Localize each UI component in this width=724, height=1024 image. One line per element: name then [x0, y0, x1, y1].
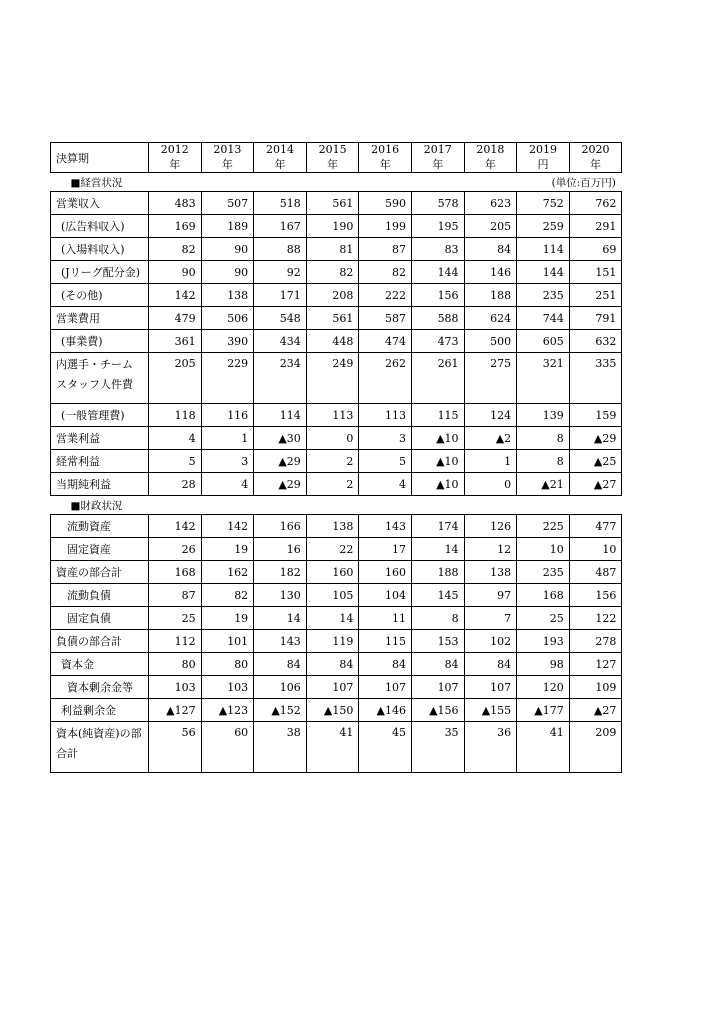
- value-cell: 84: [306, 653, 359, 676]
- row-label: 資本剰余金等: [51, 676, 149, 699]
- value-cell: 1: [464, 450, 517, 473]
- value-cell: 561: [306, 192, 359, 215]
- year-header: 2015 年: [306, 143, 359, 173]
- value-cell: 259: [517, 215, 570, 238]
- value-cell: 101: [201, 630, 254, 653]
- value-cell: 479: [149, 307, 202, 330]
- value-cell: ▲29: [254, 450, 307, 473]
- value-cell: 25: [149, 607, 202, 630]
- value-cell: 361: [149, 330, 202, 353]
- value-cell: 138: [201, 284, 254, 307]
- row-label: (広告料収入): [51, 215, 149, 238]
- value-cell: 199: [359, 215, 412, 238]
- value-cell: 41: [306, 722, 359, 773]
- value-cell: 205: [464, 215, 517, 238]
- year-header: 2018 年: [464, 143, 517, 173]
- section-row: [51, 496, 622, 515]
- value-cell: 208: [306, 284, 359, 307]
- row-label: 資産の部合計: [51, 561, 149, 584]
- table-row: [51, 676, 622, 699]
- value-cell: 166: [254, 515, 307, 538]
- value-cell: 139: [517, 404, 570, 427]
- value-cell: ▲10: [411, 450, 464, 473]
- value-cell: 2: [306, 450, 359, 473]
- value-cell: 188: [464, 284, 517, 307]
- value-cell: 4: [149, 427, 202, 450]
- table-row: [51, 473, 622, 496]
- value-cell: 106: [254, 676, 307, 699]
- value-cell: 138: [306, 515, 359, 538]
- value-cell: ▲29: [569, 427, 622, 450]
- table-row: [51, 561, 622, 584]
- value-cell: 209: [569, 722, 622, 773]
- table-row: [51, 630, 622, 653]
- value-cell: ▲25: [569, 450, 622, 473]
- row-label: (一般管理費): [51, 404, 149, 427]
- value-cell: 506: [201, 307, 254, 330]
- value-cell: 115: [359, 630, 412, 653]
- value-cell: 92: [254, 261, 307, 284]
- value-cell: 114: [254, 404, 307, 427]
- table-row: [51, 450, 622, 473]
- value-cell: ▲30: [254, 427, 307, 450]
- value-cell: 548: [254, 307, 307, 330]
- value-cell: ▲27: [569, 699, 622, 722]
- value-cell: ▲123: [201, 699, 254, 722]
- year-header: 2014 年: [254, 143, 307, 173]
- row-label: 経常利益: [51, 450, 149, 473]
- value-cell: 82: [306, 261, 359, 284]
- value-cell: 160: [306, 561, 359, 584]
- value-cell: 3: [201, 450, 254, 473]
- year-header: 2017 年: [411, 143, 464, 173]
- value-cell: 81: [306, 238, 359, 261]
- table-row: [51, 215, 622, 238]
- value-cell: 623: [464, 192, 517, 215]
- value-cell: 182: [254, 561, 307, 584]
- value-cell: 188: [411, 561, 464, 584]
- value-cell: 10: [517, 538, 570, 561]
- value-cell: 138: [464, 561, 517, 584]
- value-cell: 624: [464, 307, 517, 330]
- value-cell: 189: [201, 215, 254, 238]
- value-cell: 500: [464, 330, 517, 353]
- row-label: (その他): [51, 284, 149, 307]
- value-cell: 477: [569, 515, 622, 538]
- value-cell: 744: [517, 307, 570, 330]
- value-cell: 561: [306, 307, 359, 330]
- value-cell: 17: [359, 538, 412, 561]
- table-row: [51, 515, 622, 538]
- value-cell: 3: [359, 427, 412, 450]
- table-row: [51, 607, 622, 630]
- value-cell: 16: [254, 538, 307, 561]
- value-cell: 88: [254, 238, 307, 261]
- section-row: [51, 173, 622, 192]
- value-cell: ▲150: [306, 699, 359, 722]
- value-cell: ▲29: [254, 473, 307, 496]
- value-cell: 26: [149, 538, 202, 561]
- value-cell: 142: [149, 284, 202, 307]
- value-cell: 518: [254, 192, 307, 215]
- value-cell: 578: [411, 192, 464, 215]
- value-cell: 590: [359, 192, 412, 215]
- financial-statement: [50, 142, 622, 773]
- value-cell: ▲2: [464, 427, 517, 450]
- value-cell: 791: [569, 307, 622, 330]
- table-row: [51, 538, 622, 561]
- value-cell: 249: [306, 353, 359, 404]
- year-header: 2019 円: [517, 143, 570, 173]
- value-cell: 104: [359, 584, 412, 607]
- value-cell: 82: [201, 584, 254, 607]
- value-cell: 168: [517, 584, 570, 607]
- value-cell: ▲156: [411, 699, 464, 722]
- value-cell: 229: [201, 353, 254, 404]
- value-cell: 144: [411, 261, 464, 284]
- value-cell: 587: [359, 307, 412, 330]
- value-cell: 130: [254, 584, 307, 607]
- value-cell: 82: [359, 261, 412, 284]
- value-cell: 14: [306, 607, 359, 630]
- value-cell: 113: [306, 404, 359, 427]
- row-label: 固定資産: [51, 538, 149, 561]
- value-cell: ▲155: [464, 699, 517, 722]
- table-row: [51, 330, 622, 353]
- value-cell: 97: [464, 584, 517, 607]
- value-cell: 28: [149, 473, 202, 496]
- value-cell: 109: [569, 676, 622, 699]
- row-label: 内選手・チームスタッフ人件費: [51, 353, 149, 404]
- value-cell: 390: [201, 330, 254, 353]
- value-cell: ▲127: [149, 699, 202, 722]
- value-cell: 12: [464, 538, 517, 561]
- financial-table: [50, 142, 622, 773]
- value-cell: 261: [411, 353, 464, 404]
- year-header: 2013 年: [201, 143, 254, 173]
- value-cell: 114: [517, 238, 570, 261]
- value-cell: 80: [201, 653, 254, 676]
- value-cell: 84: [464, 653, 517, 676]
- value-cell: 146: [464, 261, 517, 284]
- value-cell: 143: [359, 515, 412, 538]
- value-cell: 103: [201, 676, 254, 699]
- row-label: 資本(純資産)の部合計: [51, 722, 149, 773]
- value-cell: 84: [464, 238, 517, 261]
- value-cell: 69: [569, 238, 622, 261]
- table-row: [51, 427, 622, 450]
- section-title: ■経営状況: [51, 173, 307, 192]
- value-cell: 225: [517, 515, 570, 538]
- value-cell: 14: [411, 538, 464, 561]
- value-cell: 4: [359, 473, 412, 496]
- value-cell: 25: [517, 607, 570, 630]
- row-label: 営業収入: [51, 192, 149, 215]
- row-label: 固定負債: [51, 607, 149, 630]
- value-cell: 159: [569, 404, 622, 427]
- value-cell: 8: [411, 607, 464, 630]
- value-cell: 22: [306, 538, 359, 561]
- period-header: 決算期: [51, 143, 149, 173]
- value-cell: 474: [359, 330, 412, 353]
- value-cell: 90: [149, 261, 202, 284]
- row-label: 営業費用: [51, 307, 149, 330]
- value-cell: 102: [464, 630, 517, 653]
- value-cell: 222: [359, 284, 412, 307]
- table-row: [51, 261, 622, 284]
- section-title: ■財政状況: [51, 496, 307, 515]
- value-cell: 5: [359, 450, 412, 473]
- value-cell: 36: [464, 722, 517, 773]
- value-cell: 171: [254, 284, 307, 307]
- row-label: 資本金: [51, 653, 149, 676]
- value-cell: 83: [411, 238, 464, 261]
- value-cell: 190: [306, 215, 359, 238]
- value-cell: 762: [569, 192, 622, 215]
- header-row: [51, 143, 622, 173]
- value-cell: 87: [149, 584, 202, 607]
- value-cell: 162: [201, 561, 254, 584]
- value-cell: 90: [201, 261, 254, 284]
- value-cell: 107: [359, 676, 412, 699]
- row-label: 利益剰余金: [51, 699, 149, 722]
- value-cell: 434: [254, 330, 307, 353]
- value-cell: 107: [306, 676, 359, 699]
- value-cell: 103: [149, 676, 202, 699]
- row-label: (入場料収入): [51, 238, 149, 261]
- value-cell: 105: [306, 584, 359, 607]
- value-cell: 483: [149, 192, 202, 215]
- value-cell: 205: [149, 353, 202, 404]
- value-cell: 2: [306, 473, 359, 496]
- value-cell: 0: [306, 427, 359, 450]
- value-cell: 107: [411, 676, 464, 699]
- value-cell: 143: [254, 630, 307, 653]
- value-cell: ▲177: [517, 699, 570, 722]
- value-cell: 115: [411, 404, 464, 427]
- value-cell: 168: [149, 561, 202, 584]
- value-cell: 193: [517, 630, 570, 653]
- value-cell: 56: [149, 722, 202, 773]
- value-cell: 113: [359, 404, 412, 427]
- value-cell: 5: [149, 450, 202, 473]
- value-cell: ▲27: [569, 473, 622, 496]
- row-label: 流動負債: [51, 584, 149, 607]
- value-cell: 60: [201, 722, 254, 773]
- value-cell: 235: [517, 284, 570, 307]
- value-cell: 84: [254, 653, 307, 676]
- row-label: 負債の部合計: [51, 630, 149, 653]
- value-cell: 335: [569, 353, 622, 404]
- value-cell: ▲21: [517, 473, 570, 496]
- value-cell: 10: [569, 538, 622, 561]
- value-cell: 234: [254, 353, 307, 404]
- value-cell: 160: [359, 561, 412, 584]
- value-cell: 142: [201, 515, 254, 538]
- table-row: [51, 722, 622, 773]
- value-cell: 251: [569, 284, 622, 307]
- table-row: [51, 699, 622, 722]
- value-cell: 35: [411, 722, 464, 773]
- value-cell: 507: [201, 192, 254, 215]
- value-cell: 120: [517, 676, 570, 699]
- value-cell: 116: [201, 404, 254, 427]
- value-cell: 151: [569, 261, 622, 284]
- row-label: (事業費): [51, 330, 149, 353]
- value-cell: 448: [306, 330, 359, 353]
- year-header: 2016 年: [359, 143, 412, 173]
- value-cell: 487: [569, 561, 622, 584]
- year-header: 2020 年: [569, 143, 622, 173]
- value-cell: 156: [569, 584, 622, 607]
- value-cell: 473: [411, 330, 464, 353]
- value-cell: 142: [149, 515, 202, 538]
- table-row: [51, 584, 622, 607]
- value-cell: 82: [149, 238, 202, 261]
- value-cell: 7: [464, 607, 517, 630]
- value-cell: 126: [464, 515, 517, 538]
- value-cell: 90: [201, 238, 254, 261]
- value-cell: 174: [411, 515, 464, 538]
- value-cell: 4: [201, 473, 254, 496]
- value-cell: 195: [411, 215, 464, 238]
- value-cell: 112: [149, 630, 202, 653]
- table-row: [51, 284, 622, 307]
- unit-label: [306, 496, 622, 515]
- value-cell: ▲146: [359, 699, 412, 722]
- row-label: (Jリーグ配分金): [51, 261, 149, 284]
- value-cell: 145: [411, 584, 464, 607]
- table-row: [51, 653, 622, 676]
- value-cell: 127: [569, 653, 622, 676]
- value-cell: 98: [517, 653, 570, 676]
- year-header: 2012 年: [149, 143, 202, 173]
- value-cell: 262: [359, 353, 412, 404]
- value-cell: 0: [464, 473, 517, 496]
- value-cell: 122: [569, 607, 622, 630]
- value-cell: 107: [464, 676, 517, 699]
- table-row: [51, 404, 622, 427]
- value-cell: 588: [411, 307, 464, 330]
- value-cell: 41: [517, 722, 570, 773]
- value-cell: ▲10: [411, 427, 464, 450]
- value-cell: 84: [411, 653, 464, 676]
- value-cell: 19: [201, 607, 254, 630]
- table-row: [51, 307, 622, 330]
- value-cell: 38: [254, 722, 307, 773]
- value-cell: 275: [464, 353, 517, 404]
- value-cell: 84: [359, 653, 412, 676]
- value-cell: 278: [569, 630, 622, 653]
- table-row: [51, 192, 622, 215]
- value-cell: 14: [254, 607, 307, 630]
- value-cell: 8: [517, 427, 570, 450]
- value-cell: 605: [517, 330, 570, 353]
- value-cell: 8: [517, 450, 570, 473]
- value-cell: 632: [569, 330, 622, 353]
- row-label: 当期純利益: [51, 473, 149, 496]
- value-cell: 291: [569, 215, 622, 238]
- value-cell: 752: [517, 192, 570, 215]
- row-label: 営業利益: [51, 427, 149, 450]
- value-cell: 119: [306, 630, 359, 653]
- value-cell: 19: [201, 538, 254, 561]
- value-cell: 144: [517, 261, 570, 284]
- value-cell: 124: [464, 404, 517, 427]
- value-cell: 235: [517, 561, 570, 584]
- value-cell: ▲152: [254, 699, 307, 722]
- value-cell: 156: [411, 284, 464, 307]
- value-cell: 321: [517, 353, 570, 404]
- value-cell: 153: [411, 630, 464, 653]
- value-cell: 167: [254, 215, 307, 238]
- value-cell: ▲10: [411, 473, 464, 496]
- value-cell: 80: [149, 653, 202, 676]
- value-cell: 169: [149, 215, 202, 238]
- table-row: [51, 238, 622, 261]
- unit-label: (単位:百万円): [306, 173, 622, 192]
- value-cell: 45: [359, 722, 412, 773]
- value-cell: 118: [149, 404, 202, 427]
- value-cell: 1: [201, 427, 254, 450]
- table-row: [51, 353, 622, 404]
- value-cell: 11: [359, 607, 412, 630]
- row-label: 流動資産: [51, 515, 149, 538]
- value-cell: 87: [359, 238, 412, 261]
